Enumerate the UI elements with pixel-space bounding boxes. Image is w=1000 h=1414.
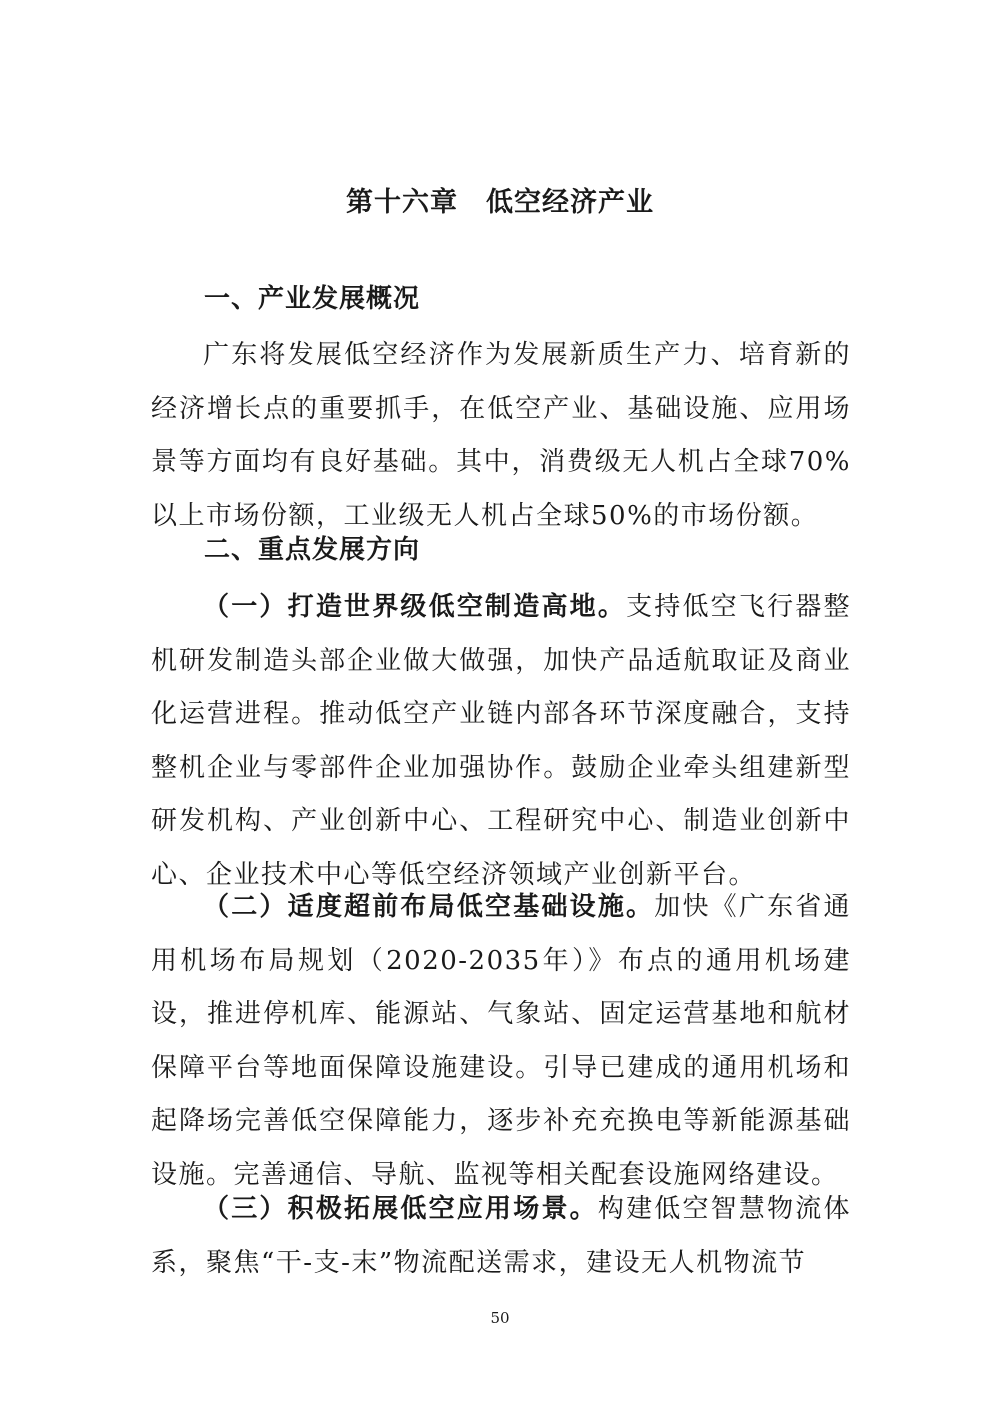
section-heading-directions: 二、重点发展方向 [204,535,421,565]
direction-lead: （三）积极拓展低空应用场景。 [203,1194,598,1224]
chapter-title: 第十六章 低空经济产业 [346,187,654,218]
overview-paragraph: 广东将发展低空经济作为发展新质生产力、培育新的经济增长点的重要抓手，在低空产业、基础设施、应用场景等方面均有良好基础。其中，消费级无人机占全球70%以上市场份额，工业级无人机占全球50%的市场份额。 [151,340,851,531]
direction-item-3 [151,1183,851,1290]
section-heading-overview: 一、产业发展概况 [204,284,421,314]
direction-item-1 [151,581,851,902]
direction-lead: （二）适度超前布局低空基础设施。 [203,892,655,922]
overview-body [151,329,851,543]
direction-item-2 [151,881,851,1202]
direction-text: 构建低空智慧物流体系，聚焦“干-支-末”物流配送需求，建设无人机物流节 [151,1194,851,1278]
direction-paragraph [151,1183,851,1290]
direction-text: 加快《广东省通用机场布局规划（2020-2035年）》布点的通用机场建设，推进停机库、能源站、气象站、固定运营基地和航材保障平台等地面保障设施建设。引导已建成的通用机场和起降场完善低空保障能力，逐步补充充换电等新能源基础设施。完善通信、导航、监视等相关配套设施网络建设。 [151,892,851,1190]
direction-paragraph [151,581,851,902]
direction-lead: （一）打造世界级低空制造高地。 [203,592,627,622]
page-number: 50 [490,1309,510,1327]
direction-text: 支持低空飞行器整机研发制造头部企业做大做强，加快产品适航取证及商业化运营进程。推动低空产业链内部各环节深度融合，支持整机企业与零部件企业加强协作。鼓励企业牵头组建新型研发机构、产业创新中心、工程研究中心、制造业创新中心、企业技术中心等低空经济领域产业创新平台。 [151,592,851,890]
direction-paragraph [151,881,851,1202]
